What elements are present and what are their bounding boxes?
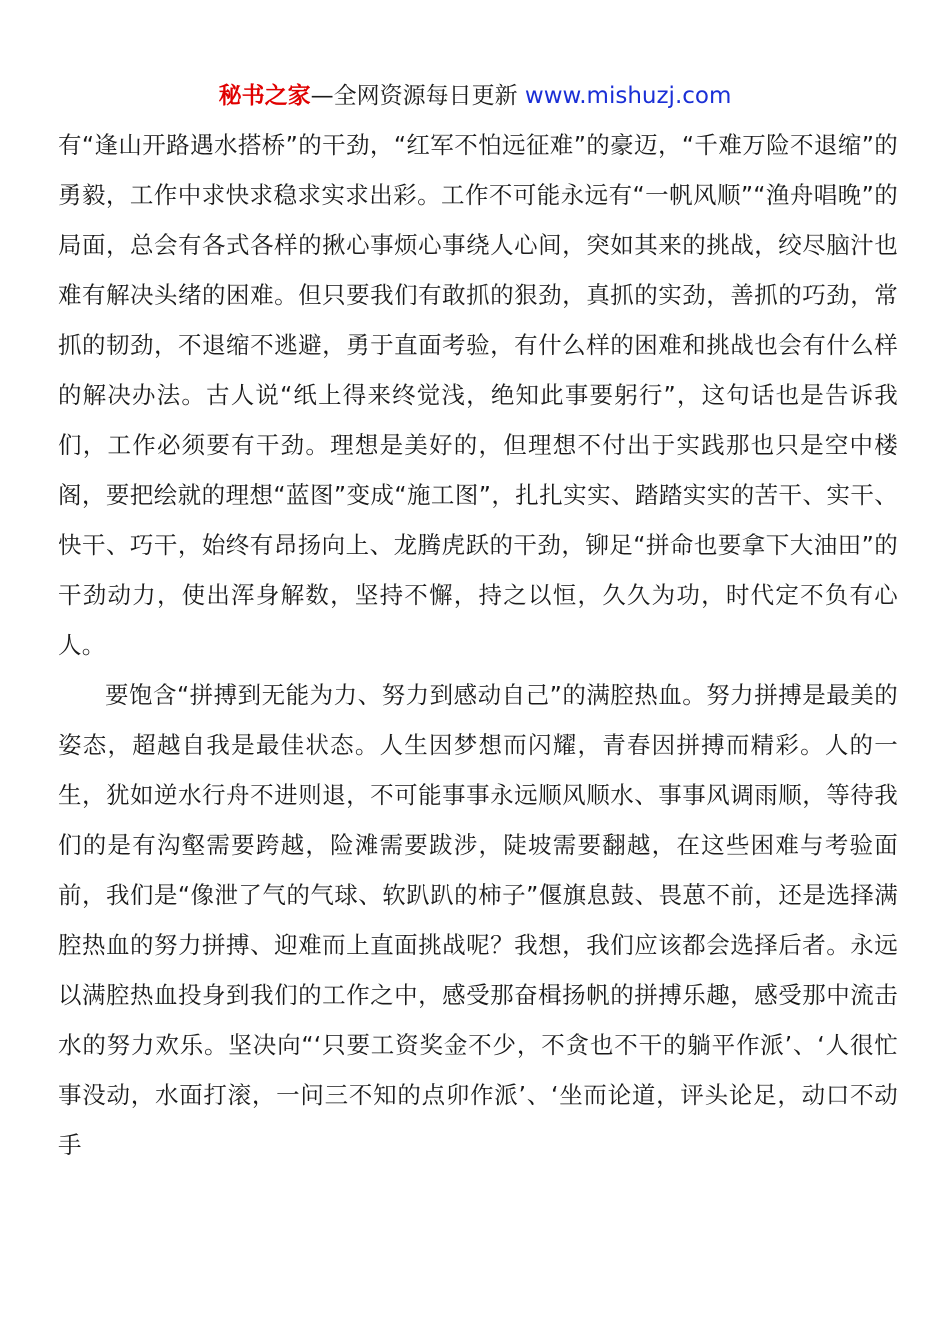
paragraph-1: 有“逢山开路遇水搭桥”的干劲，“红军不怕远征难”的豪迈，“千难万险不退缩”的勇毅，工作中求快求稳求实求出彩。工作不可能永远有“一帆风顺”“渔舟唱晚”的局面，总会有各式各样的揪心事烦心事绕人心间，突如其来的挑战，绞尽脑汁也难有解决头绪的困难。但只要我们有敢抓的狠劲，真抓的实劲，善抓的巧劲，常抓的韧劲，不退缩不逃避，勇于直面考验，有什么样的困难和挑战也会有什么样的解决办法。古人说“纸上得来终觉浅，绝知此事要躬行”，这句话也是告诉我们，工作必须要有干劲。理想是美好的，但理想不付出于实践那也只是空中楼阁，要把绘就的理想“蓝图”变成“施工图”，扎扎实实、踏踏实实的苦干、实干、快干、巧干，始终有昂扬向上、龙腾虎跃的干劲，铆足“拼命也要拿下大油田”的干劲动力，使出浑身解数，坚持不懈，持之以恒，久久为功，时代定不负有心人。 [58,131,898,659]
paragraph-2: 要饱含“拼搏到无能为力、努力到感动自己”的满腔热血。努力拼搏是最美的姿态，超越自我是最佳状态。人生因梦想而闪耀，青春因拼搏而精彩。人的一生，犹如逆水行舟不进则退，不可能事事永远顺风顺水、事事风调雨顺，等待我们的是有沟壑需要跨越，险滩需要跋涉，陡坡需要翻越，在这些困难与考验面前，我们是“像泄了气的气球、软趴趴的柿子”偃旗息鼓、畏葸不前，还是选择满腔热血的努力拼搏、迎难而上直面挑战呢？我想，我们应该都会选择后者。永远以满腔热血投身到我们的工作之中，感受那奋楫扬帆的拼搏乐趣，感受那中流击水的努力欢乐。坚决向“‘只要工资奖金不少，不贪也不干的躺平作派’、‘人很忙事没动，水面打滚，一问三不知的点卯作派’、‘坐而论道，评头论足，动口不动手 [58,681,898,1159]
site-header [0,80,950,112]
document-body [58,120,898,1170]
site-brand: 秘书之家 [218,83,311,109]
site-url-link[interactable]: www.mishuzj.com [524,83,732,109]
site-tagline: —全网资源每日更新 [310,83,525,109]
